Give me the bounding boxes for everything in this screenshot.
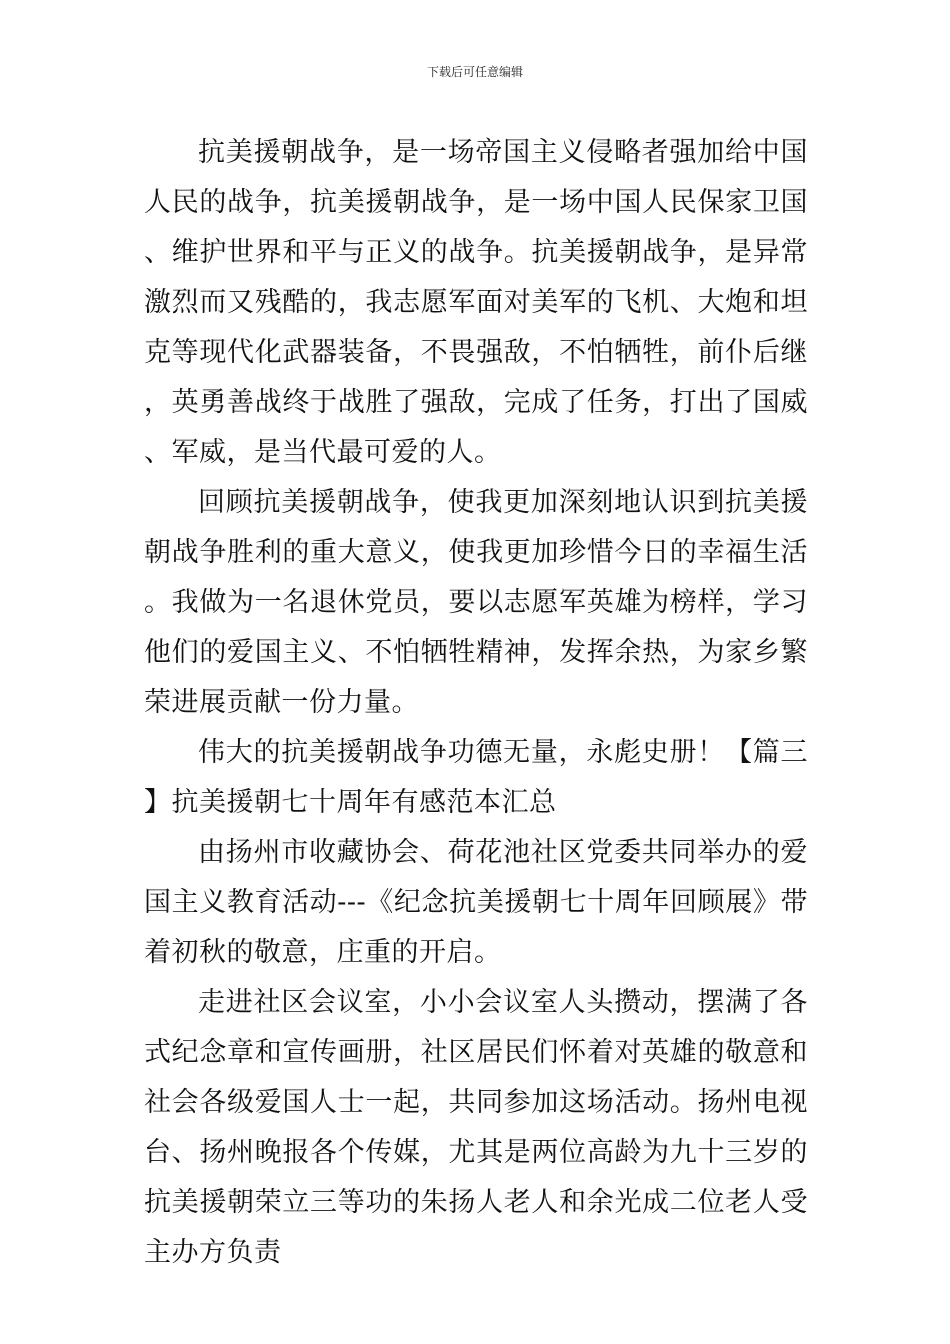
page-header: 下载后可任意编辑 <box>426 65 523 79</box>
paragraph-1: 抗美援朝战争，是一场帝国主义侵略者强加给中国人民的战争，抗美援朝战争，是一场中国人民保家卫国、维护世界和平与正义的战争。抗美援朝战争，是异常激烈而又残酷的，我志愿军面对美军的飞机、大炮和坦克等现代化武器装备，不畏强敌，不怕牺牲，前仆后继，英勇善战终于战胜了强敌，完成了任务，打出了国威、军威，是当代最可爱的人。 <box>144 137 808 468</box>
paragraph-5: 走进社区会议室，小小会议室人头攒动，摆满了各式纪念章和宣传画册，社区居民们怀着对英雄的敬意和社会各级爱国人士一起，共同参加这场活动。扬州电视台、扬州晚报各个传媒，尤其是两位高龄为九十三岁的抗美援朝荣立三等功的朱扬人老人和余光成二位老人受主办方负责 <box>144 987 808 1268</box>
document-body <box>144 128 808 1278</box>
paragraph-2: 回顾抗美援朝战争，使我更加深刻地认识到抗美援朝战争胜利的重大意义，使我更加珍惜今日的幸福生活。我做为一名退休党员，要以志愿军英雄为榜样，学习他们的爱国主义、不怕牺牲精神，发挥余热，为家乡繁荣进展贡献一份力量。 <box>144 487 808 718</box>
paragraph-4: 由扬州市收藏协会、荷花池社区党委共同举办的爱国主义教育活动---《纪念抗美援朝七十周年回顾展》带着初秋的敬意，庄重的开启。 <box>144 837 808 968</box>
paragraph-3: 伟大的抗美援朝战争功德无量，永彪史册！【篇三】抗美援朝七十周年有感范本汇总 <box>144 737 808 818</box>
